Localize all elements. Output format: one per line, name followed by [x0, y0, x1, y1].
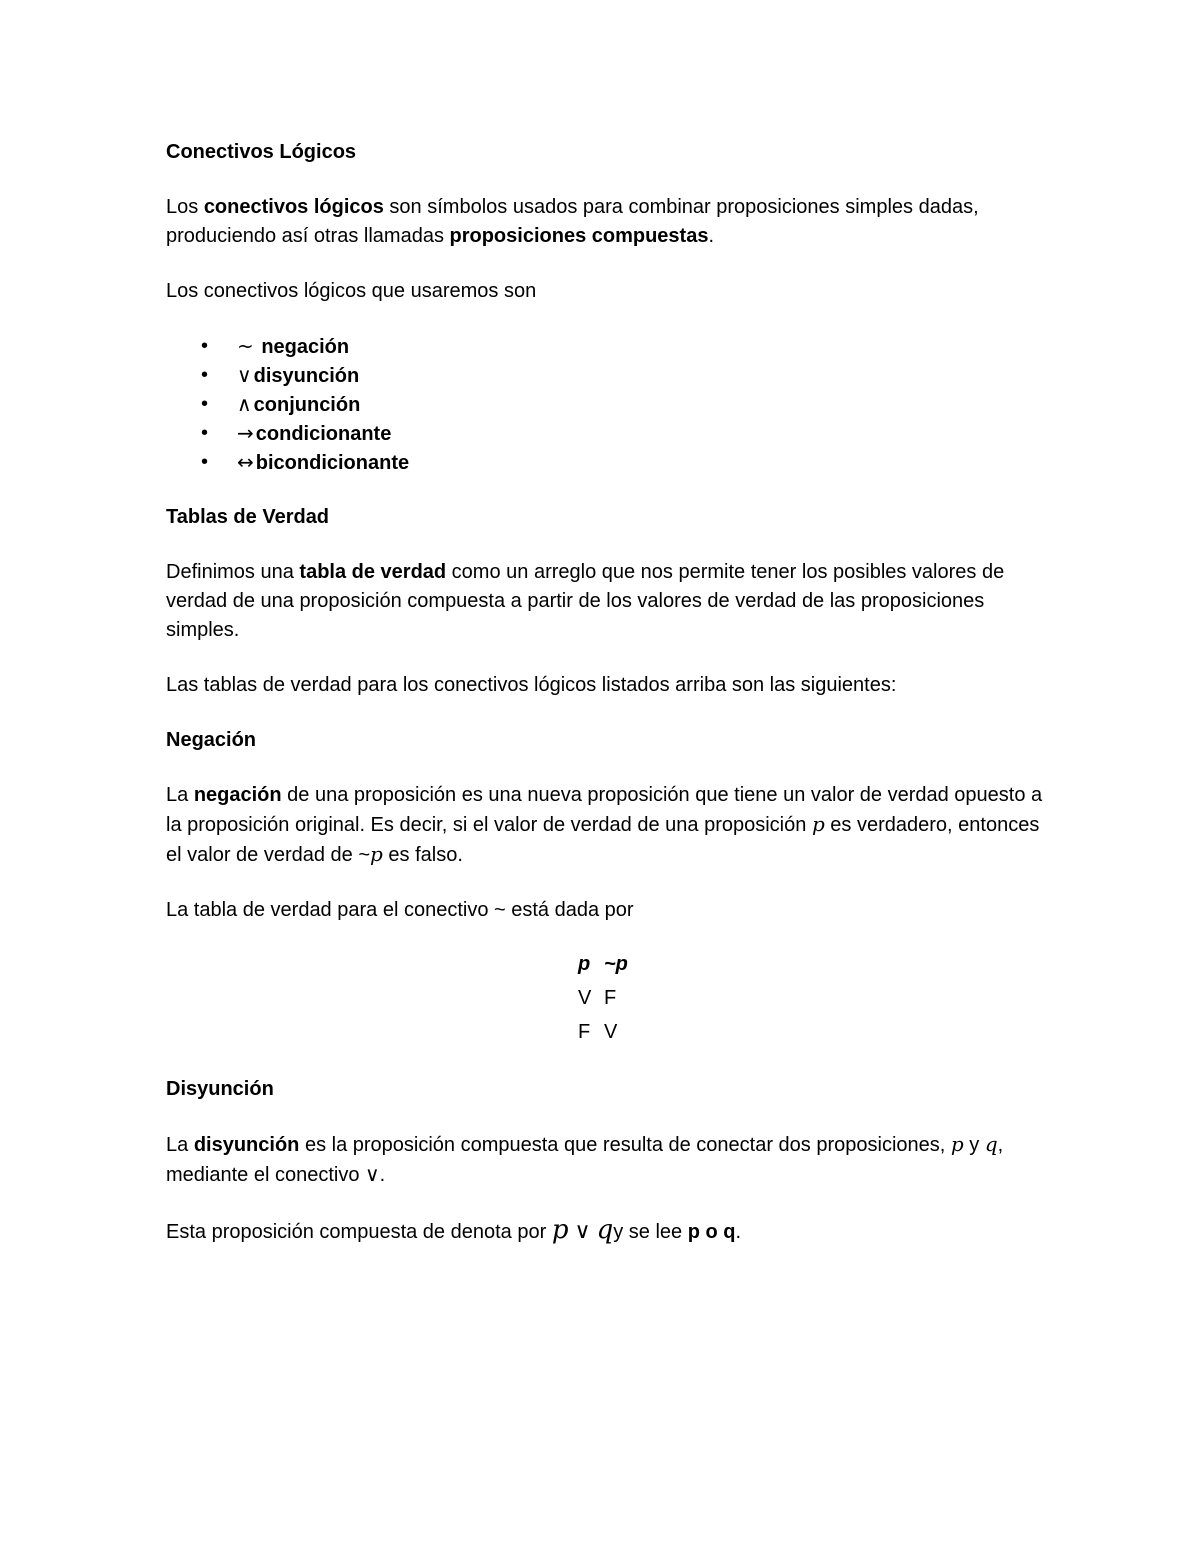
text: de una proposición es una nueva proposición que tiene un valor de verdad opuesto a la proposición original. Es decir, si el valor de verdad de una proposición: [166, 784, 1043, 836]
math-variable: p: [551, 1215, 569, 1245]
bullet-icon: •: [201, 422, 209, 444]
page-title: Conectivos Lógicos: [166, 141, 357, 163]
text: Los: [166, 196, 204, 218]
list-item-label: bicondicionante: [255, 452, 410, 474]
connectives-intro: Los conectivos lógicos que usaremos son: [166, 280, 537, 302]
text: .: [735, 1221, 742, 1243]
text: y: [963, 1134, 985, 1156]
list-item: [166, 419, 1046, 448]
bold-term: proposiciones compuestas: [449, 225, 709, 247]
text: Esta proposición compuesta de denota por: [166, 1221, 552, 1243]
bullet-icon: •: [201, 364, 209, 386]
text: , mediante el conectivo: [166, 1134, 1004, 1186]
or-icon: ∨: [237, 363, 252, 387]
text: son símbolos usados para combinar proposiciones simples dadas, produciendo así otras llamadas: [166, 196, 979, 247]
disjunction-notation: [166, 1216, 1046, 1247]
negation-truth-table: [578, 947, 628, 1049]
document-content: [166, 138, 1046, 1247]
connectives-list: [166, 332, 1046, 477]
table-cell: F: [578, 1020, 591, 1043]
bold-term: negación: [193, 784, 282, 806]
bold-term: conectivos lógicos: [203, 196, 384, 218]
text: es la proposición compuesta que resulta de conectar dos proposiciones,: [299, 1134, 951, 1156]
table-cell: F: [604, 986, 617, 1009]
math-variable: p: [370, 842, 383, 866]
math-expression: [552, 1215, 613, 1245]
truth-tables-heading: Tablas de Verdad: [166, 506, 330, 528]
text: y se lee: [613, 1221, 688, 1243]
bullet-icon: •: [201, 335, 209, 357]
math-variable: q: [984, 1132, 998, 1156]
truth-tables-intro: Las tablas de verdad para los conectivos lógicos listados arriba son las siguientes:: [166, 674, 897, 696]
list-item: [166, 390, 1046, 419]
table-header-row: [578, 947, 628, 981]
text: La: [166, 1134, 194, 1156]
bullet-icon: •: [201, 393, 209, 415]
table-row: [578, 981, 628, 1015]
math-variable: p: [811, 812, 825, 836]
text: Definimos una: [166, 561, 300, 583]
negation-heading: Negación: [166, 729, 257, 751]
text: como un arreglo que nos permite tener los posibles valores de verdad de una proposición compuesta a partir de los valores de verdad de las proposiciones simples.: [166, 561, 1005, 641]
list-item: [166, 332, 1046, 361]
list-item-label: negación: [255, 336, 350, 358]
text: .: [708, 225, 715, 247]
math-variable: p: [950, 1132, 964, 1156]
list-item: [166, 361, 1046, 390]
math-variable: q: [596, 1215, 614, 1245]
text: .: [379, 1164, 386, 1186]
table-row: [578, 1015, 628, 1049]
table-cell: V: [578, 986, 592, 1009]
table-header-cell: ~p: [604, 952, 628, 975]
list-item-label: disyunción: [253, 365, 360, 387]
text: es verdadero, entonces el valor de verdad de ~: [166, 814, 1040, 866]
disjunction-paragraph: [166, 1130, 1046, 1190]
bullet-icon: •: [201, 451, 209, 473]
bold-term: disyunción: [193, 1134, 300, 1156]
or-icon: ∨: [365, 1162, 380, 1186]
truth-tables-definition: [166, 558, 1046, 645]
tilde-icon: ~: [237, 334, 254, 358]
text: es falso.: [382, 844, 463, 866]
disjunction-heading: Disyunción: [166, 1078, 274, 1100]
negation-paragraph: [166, 781, 1046, 870]
bold-term: p o q: [687, 1221, 736, 1243]
or-icon: ∨: [574, 1219, 591, 1244]
list-item-label: conjunción: [253, 394, 361, 416]
table-cell: V: [604, 1020, 618, 1043]
list-item-label: condicionante: [255, 423, 392, 445]
and-icon: ∧: [237, 392, 252, 416]
bold-term: tabla de verdad: [299, 561, 447, 583]
arrow-both-icon: ↔: [237, 450, 254, 474]
table-header-cell: p: [578, 952, 591, 975]
list-item: [166, 448, 1046, 477]
arrow-right-icon: →: [237, 421, 254, 445]
negation-table-intro: La tabla de verdad para el conectivo ~ está dada por: [166, 899, 634, 921]
text: La: [166, 784, 194, 806]
intro-paragraph: [166, 193, 1046, 251]
